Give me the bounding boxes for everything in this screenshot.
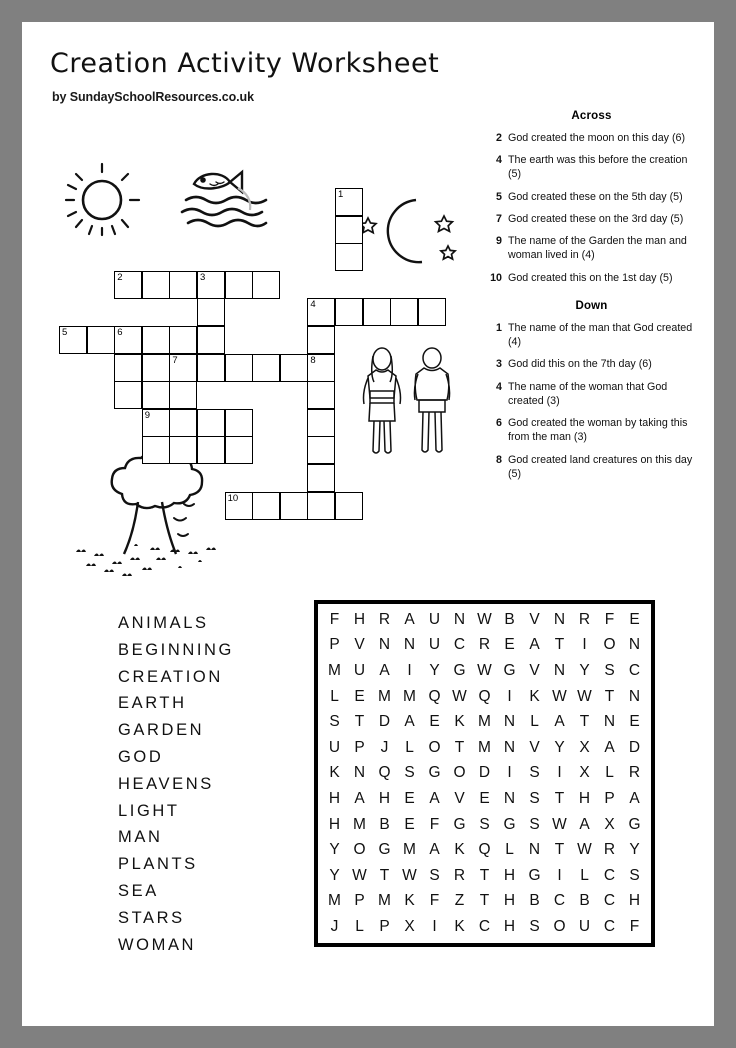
- crossword-cell[interactable]: [307, 298, 335, 326]
- word-search-letter[interactable]: E: [629, 713, 640, 731]
- crossword-cell[interactable]: [114, 381, 142, 409]
- crossword-cell[interactable]: [335, 298, 363, 326]
- crossword-cell[interactable]: [225, 492, 253, 520]
- crossword-cell[interactable]: [169, 436, 197, 464]
- word-search-letter[interactable]: W: [402, 866, 417, 884]
- word-search-letter[interactable]: S: [479, 815, 490, 833]
- word-search-letter[interactable]: T: [379, 866, 390, 884]
- crossword-cell[interactable]: [335, 216, 363, 244]
- word-search-letter[interactable]: R: [603, 841, 616, 859]
- clue-text: God created the moon on this day (6): [508, 132, 686, 144]
- word-list-item: CREATION: [118, 667, 223, 686]
- across-clue: [484, 190, 699, 204]
- clue-number: 4: [496, 154, 502, 167]
- word-search-letter[interactable]: G: [528, 866, 541, 884]
- word-search-letter[interactable]: D: [628, 738, 641, 756]
- word-search-letter[interactable]: M: [403, 687, 416, 705]
- word-list: [118, 610, 234, 958]
- clues-panel: [484, 110, 699, 489]
- word-search-letter[interactable]: A: [354, 789, 365, 807]
- crossword-cell[interactable]: [307, 326, 335, 354]
- word-search-letter[interactable]: E: [404, 789, 415, 807]
- word-search-letter[interactable]: I: [557, 866, 562, 884]
- word-search-letter[interactable]: V: [529, 738, 540, 756]
- word-search-letter[interactable]: H: [353, 610, 366, 628]
- word-search-letter[interactable]: J: [330, 917, 339, 935]
- word-search-letter[interactable]: C: [603, 917, 616, 935]
- word-list-item: SEA: [118, 881, 159, 900]
- word-search-letter[interactable]: C: [628, 661, 641, 679]
- clue-text: God created these on the 3rd day (5): [508, 212, 684, 225]
- word-search-letter[interactable]: G: [378, 841, 391, 859]
- crossword-cell[interactable]: [197, 326, 225, 354]
- word-search-row: [322, 709, 647, 735]
- clue-text: God created these on the 5th day (5): [508, 190, 683, 203]
- clue-number: 8: [496, 453, 502, 466]
- word-search-letter[interactable]: L: [505, 841, 514, 859]
- word-search-letter[interactable]: W: [477, 610, 492, 628]
- word-search-letter[interactable]: O: [353, 841, 366, 859]
- word-search-letter[interactable]: S: [529, 815, 540, 833]
- clue-number: 1: [496, 321, 502, 334]
- word-search-letter[interactable]: C: [478, 917, 491, 935]
- word-search-letter[interactable]: R: [628, 764, 641, 782]
- word-search-letter[interactable]: C: [553, 892, 566, 910]
- crossword-cell[interactable]: [169, 409, 197, 437]
- word-search-letter[interactable]: S: [604, 661, 615, 679]
- word-search-letter[interactable]: H: [328, 815, 341, 833]
- word-search-letter[interactable]: T: [579, 713, 590, 731]
- word-search-letter[interactable]: T: [479, 892, 490, 910]
- word-search-letter[interactable]: V: [529, 661, 540, 679]
- word-search-letter[interactable]: T: [454, 738, 465, 756]
- word-search-letter[interactable]: T: [554, 841, 565, 859]
- clue-text: The earth was this before the creation (5): [508, 154, 688, 181]
- word-search-letter[interactable]: L: [530, 713, 539, 731]
- crossword-cell[interactable]: [197, 409, 225, 437]
- word-list-item: MAN: [118, 828, 163, 847]
- clue-text: The name of the man that God created (4): [508, 321, 693, 349]
- word-list-item: HEAVENS: [118, 774, 214, 793]
- crossword-cell[interactable]: [142, 381, 170, 409]
- word-search-letter[interactable]: M: [478, 713, 491, 731]
- word-search-letter[interactable]: A: [379, 661, 390, 679]
- crossword-cell[interactable]: [335, 492, 363, 520]
- word-search-letter[interactable]: I: [507, 764, 512, 782]
- word-search-letter[interactable]: S: [529, 789, 540, 807]
- word-search-letter[interactable]: G: [628, 815, 641, 833]
- down-clue: [484, 321, 699, 349]
- clue-number: 9: [496, 235, 502, 248]
- word-search-letter[interactable]: N: [553, 661, 566, 679]
- word-search-letter[interactable]: G: [453, 815, 466, 833]
- word-search-letter[interactable]: V: [454, 789, 465, 807]
- word-search-letter[interactable]: H: [503, 892, 516, 910]
- word-search-letter[interactable]: H: [503, 917, 516, 935]
- word-search-letter[interactable]: O: [553, 917, 566, 935]
- word-search-letter[interactable]: R: [453, 866, 466, 884]
- word-search-row: [322, 761, 647, 787]
- crossword-cell[interactable]: [307, 464, 335, 492]
- word-search-letter[interactable]: O: [453, 764, 466, 782]
- crossword-cell[interactable]: [252, 354, 280, 382]
- crossword-cell[interactable]: [197, 271, 225, 299]
- crossword-cell-number: 8: [310, 354, 316, 366]
- word-search-row: [322, 633, 647, 659]
- word-search-letter[interactable]: Y: [329, 866, 340, 884]
- word-search-letter[interactable]: Y: [329, 841, 340, 859]
- word-search-row: [322, 607, 647, 633]
- word-search-letter[interactable]: E: [354, 687, 365, 705]
- word-search-letter[interactable]: K: [454, 713, 465, 731]
- word-search-letter[interactable]: P: [379, 917, 390, 935]
- word-search-letter[interactable]: G: [428, 764, 441, 782]
- word-search-letter[interactable]: H: [378, 789, 391, 807]
- crossword-cell[interactable]: [307, 354, 335, 382]
- across-clue-list: [484, 131, 699, 285]
- crossword-cell[interactable]: [142, 436, 170, 464]
- word-search-letter[interactable]: Y: [629, 841, 640, 859]
- word-search-letter[interactable]: M: [328, 892, 341, 910]
- crossword-cell-number: 3: [200, 271, 206, 283]
- word-search-letter[interactable]: S: [429, 866, 440, 884]
- word-search-letter[interactable]: F: [604, 610, 615, 628]
- word-search-letter[interactable]: G: [503, 661, 516, 679]
- word-search-letter[interactable]: A: [554, 713, 565, 731]
- word-search-letter[interactable]: W: [577, 687, 592, 705]
- across-heading: Across: [571, 110, 612, 122]
- clue-number: 6: [496, 417, 502, 430]
- word-search-letter[interactable]: U: [428, 610, 441, 628]
- word-search-letter[interactable]: N: [353, 764, 366, 782]
- word-search-letter[interactable]: S: [529, 764, 540, 782]
- word-search-letter[interactable]: T: [479, 866, 490, 884]
- crossword-cell[interactable]: [307, 492, 335, 520]
- across-clue: [484, 212, 699, 226]
- word-search-row: [322, 812, 647, 838]
- crossword-cell[interactable]: [225, 436, 253, 464]
- word-search-letter[interactable]: A: [404, 610, 415, 628]
- word-search-letter[interactable]: I: [557, 764, 562, 782]
- word-search-letter[interactable]: J: [380, 738, 389, 756]
- crossword-cell[interactable]: [307, 409, 335, 437]
- word-search-letter[interactable]: Q: [478, 687, 491, 705]
- word-search-letter[interactable]: N: [453, 610, 466, 628]
- crossword-cell-number: 7: [172, 354, 178, 366]
- word-search-letter[interactable]: E: [479, 789, 490, 807]
- word-search-letter[interactable]: K: [454, 841, 465, 859]
- worksheet-page: [22, 22, 714, 1026]
- crossword-cell-number: 6: [117, 327, 123, 338]
- crossword-cell[interactable]: [169, 326, 197, 354]
- word-search-letter[interactable]: X: [604, 815, 615, 833]
- word-search-letter[interactable]: Z: [454, 892, 465, 910]
- word-list-item: EARTH: [118, 694, 187, 713]
- word-search-letter[interactable]: A: [429, 789, 440, 807]
- crossword-cell[interactable]: [59, 326, 87, 354]
- clue-number: 10: [490, 271, 502, 284]
- crossword-cell[interactable]: [87, 326, 115, 354]
- word-search-grid: [314, 600, 655, 947]
- across-clue: [484, 131, 699, 145]
- word-search-letter[interactable]: N: [503, 789, 516, 807]
- crossword-cell-number: 2: [117, 271, 123, 283]
- word-search-letter[interactable]: B: [504, 610, 515, 628]
- word-search-letter[interactable]: N: [403, 636, 416, 654]
- crossword-cell[interactable]: [142, 354, 170, 382]
- word-search-letter[interactable]: C: [603, 866, 616, 884]
- word-search-letter[interactable]: I: [507, 687, 512, 705]
- word-search-row: [322, 863, 647, 889]
- word-search-letter[interactable]: S: [629, 866, 640, 884]
- clue-number: 2: [496, 132, 502, 144]
- word-search-row: [322, 914, 647, 940]
- crossword-cell-number: 9: [144, 409, 151, 421]
- down-clue-list: [484, 321, 699, 481]
- crossword-cell[interactable]: [142, 271, 170, 299]
- word-search-letter[interactable]: N: [503, 738, 516, 756]
- across-clue: [484, 234, 699, 262]
- word-list-item: LIGHT: [118, 801, 180, 820]
- word-search-row: [322, 735, 647, 761]
- word-search-row: [322, 889, 647, 915]
- crossword-cell[interactable]: [169, 354, 197, 382]
- word-search-letter[interactable]: M: [353, 815, 366, 833]
- word-search-letter[interactable]: Y: [429, 661, 440, 679]
- crossword-cell[interactable]: [335, 188, 363, 216]
- clue-text: God did this on the 7th day (6): [508, 358, 652, 371]
- word-search-letter[interactable]: T: [354, 713, 365, 731]
- word-search-letter[interactable]: Q: [478, 841, 491, 859]
- word-search-letter[interactable]: U: [328, 738, 341, 756]
- crossword-cell-number: 5: [62, 327, 68, 338]
- word-search-letter[interactable]: H: [503, 866, 516, 884]
- word-search-letter[interactable]: M: [478, 738, 491, 756]
- word-search-letter[interactable]: E: [504, 636, 515, 654]
- word-search-letter[interactable]: Q: [428, 687, 441, 705]
- crossword-cell[interactable]: [169, 381, 197, 409]
- clue-number: 7: [496, 212, 502, 225]
- word-search-letter[interactable]: G: [453, 661, 466, 679]
- word-search-letter[interactable]: K: [329, 764, 340, 782]
- word-search-letter[interactable]: U: [428, 636, 441, 654]
- word-search-letter[interactable]: W: [552, 815, 567, 833]
- word-search-letter[interactable]: H: [628, 892, 641, 910]
- word-search-letter[interactable]: A: [604, 738, 615, 756]
- crossword-cell[interactable]: [225, 409, 253, 437]
- clue-text: God created this on the 1st day (5): [508, 271, 673, 284]
- across-clue: [484, 271, 699, 285]
- crossword-grid: [22, 22, 482, 542]
- word-search-letter[interactable]: C: [603, 892, 616, 910]
- word-search-letter[interactable]: W: [477, 661, 492, 679]
- word-search-row: [322, 786, 647, 812]
- clue-number: 3: [496, 358, 502, 371]
- word-search-letter[interactable]: M: [403, 841, 416, 859]
- crossword-cell[interactable]: [363, 298, 391, 326]
- word-search-letter[interactable]: I: [407, 661, 412, 679]
- word-search-letter[interactable]: L: [580, 866, 589, 884]
- word-search-letter[interactable]: L: [405, 738, 414, 756]
- word-search-letter[interactable]: N: [603, 713, 616, 731]
- word-search-letter[interactable]: M: [378, 892, 391, 910]
- word-search-letter[interactable]: O: [603, 636, 616, 654]
- word-search-letter[interactable]: P: [329, 636, 340, 654]
- word-search-letter[interactable]: K: [404, 892, 415, 910]
- page-subtitle: by SundaySchoolResources.co.uk: [52, 90, 254, 104]
- crossword-cell[interactable]: [197, 354, 225, 382]
- word-search-letter[interactable]: L: [355, 917, 364, 935]
- down-clue: [484, 453, 699, 481]
- down-clue: [484, 380, 699, 408]
- word-list-item: WOMAN: [118, 935, 197, 954]
- word-search-letter[interactable]: W: [352, 866, 367, 884]
- word-search-letter[interactable]: A: [579, 815, 590, 833]
- word-search-letter[interactable]: N: [628, 636, 641, 654]
- crossword-cell[interactable]: [280, 354, 308, 382]
- page-title: Creation Activity Worksheet: [50, 48, 440, 79]
- word-search-letter[interactable]: N: [528, 841, 541, 859]
- clue-text: God created the woman by taking this from the man (3): [508, 417, 688, 444]
- crossword-cell[interactable]: [335, 243, 363, 271]
- word-search-row: [322, 684, 647, 710]
- crossword-cell[interactable]: [142, 326, 170, 354]
- crossword-cell[interactable]: [114, 354, 142, 382]
- word-search-letter[interactable]: V: [354, 636, 365, 654]
- crossword-cell[interactable]: [280, 492, 308, 520]
- across-clue: [484, 153, 699, 181]
- word-search-letter[interactable]: R: [578, 610, 591, 628]
- word-search-letter[interactable]: B: [529, 892, 540, 910]
- word-search-letter[interactable]: S: [329, 713, 340, 731]
- word-search-letter[interactable]: X: [579, 764, 590, 782]
- word-search-letter[interactable]: N: [378, 636, 391, 654]
- word-search-letter[interactable]: B: [379, 815, 390, 833]
- word-search-letter[interactable]: P: [354, 738, 365, 756]
- word-search-letter[interactable]: H: [578, 789, 591, 807]
- word-search-letter[interactable]: N: [503, 713, 516, 731]
- word-search-letter[interactable]: T: [554, 789, 565, 807]
- word-search-letter[interactable]: C: [453, 636, 466, 654]
- word-search-letter[interactable]: F: [329, 610, 340, 628]
- clue-number: 5: [496, 190, 502, 203]
- word-search-letter[interactable]: Y: [554, 738, 565, 756]
- word-search-letter[interactable]: V: [529, 610, 540, 628]
- word-search-letter[interactable]: I: [582, 636, 587, 654]
- word-search-letter[interactable]: S: [404, 764, 415, 782]
- crossword-cell[interactable]: [114, 326, 142, 354]
- word-search-letter[interactable]: S: [529, 917, 540, 935]
- word-search-letter[interactable]: Q: [378, 764, 391, 782]
- clue-number: 4: [496, 380, 502, 393]
- word-search-letter[interactable]: F: [629, 917, 640, 935]
- clue-text: God created land creatures on this day (5): [508, 453, 693, 480]
- word-list-item: GOD: [118, 747, 164, 766]
- word-list-item: STARS: [118, 908, 185, 927]
- word-search-letter[interactable]: W: [552, 687, 567, 705]
- word-search-row: [322, 837, 647, 863]
- word-search-letter[interactable]: W: [452, 687, 467, 705]
- word-search-letter[interactable]: A: [529, 636, 540, 654]
- crossword-cell-number: 4: [310, 299, 316, 311]
- word-search-letter[interactable]: N: [553, 610, 566, 628]
- down-clue: [484, 357, 699, 371]
- clue-text: The name of the Garden the man and woman lived in (4): [508, 235, 687, 262]
- crossword-cell[interactable]: [114, 271, 142, 299]
- word-search-letter[interactable]: L: [330, 687, 339, 705]
- crossword-cell[interactable]: [197, 436, 225, 464]
- crossword-cell[interactable]: [142, 409, 170, 437]
- crossword-cell[interactable]: [418, 298, 446, 326]
- word-list-item: PLANTS: [118, 855, 198, 874]
- crossword-cell[interactable]: [307, 381, 335, 409]
- word-search-letter[interactable]: E: [429, 713, 440, 731]
- crossword-cell[interactable]: [225, 354, 253, 382]
- crossword-cell[interactable]: [225, 271, 253, 299]
- word-search-letter[interactable]: F: [429, 892, 440, 910]
- crossword-cell[interactable]: [197, 298, 225, 326]
- word-search-letter[interactable]: N: [628, 687, 641, 705]
- crossword-cell-number: 10: [227, 492, 239, 504]
- word-search-letter[interactable]: X: [579, 738, 590, 756]
- word-search-letter[interactable]: H: [328, 789, 341, 807]
- word-search-letter[interactable]: P: [354, 892, 365, 910]
- crossword-cell-number: 1: [338, 189, 344, 200]
- word-search-letter[interactable]: U: [578, 917, 591, 935]
- crossword-cell[interactable]: [307, 436, 335, 464]
- word-search-letter[interactable]: W: [577, 841, 592, 859]
- crossword-cell[interactable]: [252, 492, 280, 520]
- word-search-letter[interactable]: I: [432, 917, 437, 935]
- word-search-letter[interactable]: U: [353, 661, 366, 679]
- word-search-letter[interactable]: A: [629, 789, 640, 807]
- word-search-letter[interactable]: G: [503, 815, 516, 833]
- word-search-letter[interactable]: O: [428, 738, 441, 756]
- word-search-letter[interactable]: D: [378, 713, 391, 731]
- down-heading: Down: [575, 299, 608, 312]
- word-search-letter[interactable]: Y: [579, 661, 590, 679]
- word-search-row: [322, 658, 647, 684]
- word-search-letter[interactable]: X: [404, 917, 415, 935]
- word-search-letter[interactable]: A: [429, 841, 440, 859]
- word-list-item: GARDEN: [118, 721, 205, 740]
- word-search-letter[interactable]: T: [554, 636, 565, 654]
- word-search-letter[interactable]: B: [579, 892, 590, 910]
- clue-text: The name of the woman that God created (3): [508, 380, 668, 407]
- word-search-letter[interactable]: L: [605, 764, 614, 782]
- word-search-letter[interactable]: F: [429, 815, 440, 833]
- word-search-letter[interactable]: A: [404, 713, 415, 731]
- word-list-item: ANIMALS: [118, 614, 209, 632]
- down-clue: [484, 416, 699, 444]
- word-search-letter[interactable]: K: [529, 687, 540, 705]
- word-list-item: BEGINNING: [118, 640, 234, 659]
- crossword-cell[interactable]: [252, 271, 280, 299]
- word-search-letter[interactable]: R: [378, 610, 391, 628]
- word-search-letter[interactable]: D: [478, 764, 491, 782]
- word-search-letter[interactable]: E: [629, 610, 640, 628]
- word-search-letter[interactable]: P: [604, 789, 615, 807]
- crossword-cell[interactable]: [169, 271, 197, 299]
- word-search-letter[interactable]: M: [328, 661, 341, 679]
- crossword-cell[interactable]: [390, 298, 418, 326]
- word-search-letter[interactable]: K: [454, 917, 465, 935]
- word-search-letter[interactable]: M: [378, 687, 391, 705]
- word-search-letter[interactable]: T: [604, 687, 615, 705]
- word-search-letter[interactable]: R: [478, 636, 491, 654]
- word-search-letter[interactable]: E: [404, 815, 415, 833]
